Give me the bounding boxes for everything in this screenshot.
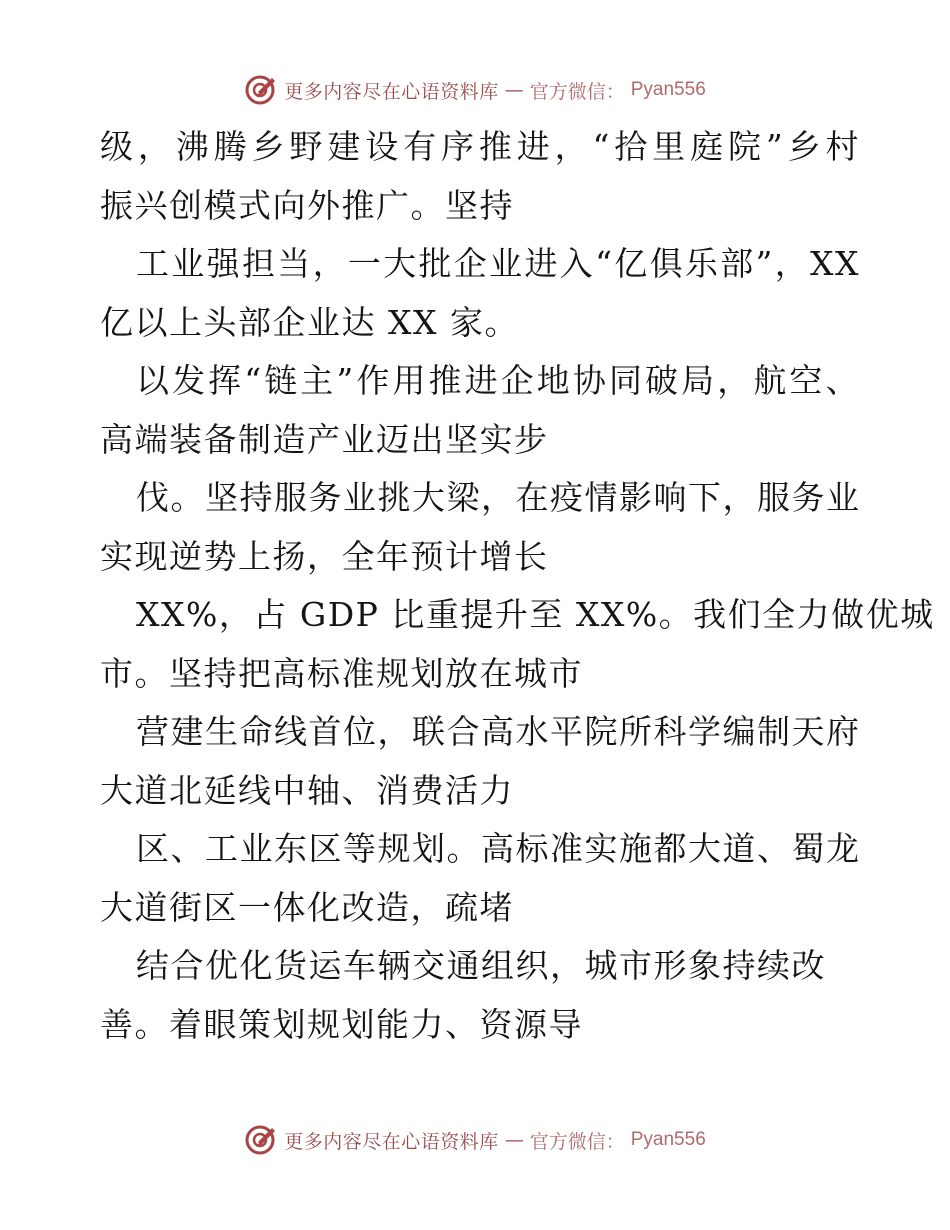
- header-watermark: [0, 70, 950, 110]
- text-line: 高端装备制造产业迈出坚实步: [100, 419, 549, 459]
- text-line: 大道街区一体化改造，疏堵: [100, 887, 514, 927]
- text-line: 区、工业东区等规划。高标准实施都大道、蜀龙: [136, 829, 861, 868]
- text-line: 级，沸腾乡野建设有序推进，“拾里庭院”乡村: [100, 127, 860, 166]
- watermark-label: 官方微信：: [529, 80, 625, 103]
- text-line: 结合优化货运车辆交通组织，城市形象持续改: [136, 946, 826, 985]
- logo-icon: [244, 1123, 278, 1157]
- text-line: 振兴创模式向外推广。坚持: [100, 185, 514, 225]
- text-line: 以发挥“链主”作用推进企地协同破局，航空、: [136, 361, 860, 400]
- watermark-separator: —: [504, 1129, 524, 1151]
- watermark-account: Pyan556: [630, 1129, 706, 1150]
- text-line: 市。坚持把高标准规划放在城市: [100, 653, 583, 693]
- text-line: 亿以上头部企业达 XX 家。: [100, 302, 519, 342]
- text-line: XX%，占 GDP 比重提升至 XX%。我们全力做优城: [136, 595, 935, 634]
- footer-watermark: [0, 1120, 950, 1160]
- text-line: 伐。坚持服务业挑大梁，在疫情影响下，服务业: [136, 478, 861, 517]
- text-line: 善。着眼策划规划能力、资源导: [100, 1004, 583, 1044]
- watermark-account: Pyan556: [630, 79, 706, 100]
- logo-icon: [244, 73, 278, 107]
- document-body: [100, 118, 935, 1054]
- watermark-site: 更多内容尽在心语资料库: [284, 1130, 499, 1153]
- text-line: 工业强担当，一大批企业进入“亿俱乐部”，XX: [136, 244, 860, 283]
- text-line: 营建生命线首位，联合高水平院所科学编制天府: [136, 712, 861, 751]
- watermark-separator: —: [504, 79, 524, 101]
- watermark-site: 更多内容尽在心语资料库: [284, 80, 499, 103]
- text-line: 大道北延线中轴、消费活力: [100, 770, 514, 810]
- watermark-label: 官方微信：: [529, 1130, 625, 1153]
- text-line: 实现逆势上扬，全年预计增长: [100, 536, 549, 576]
